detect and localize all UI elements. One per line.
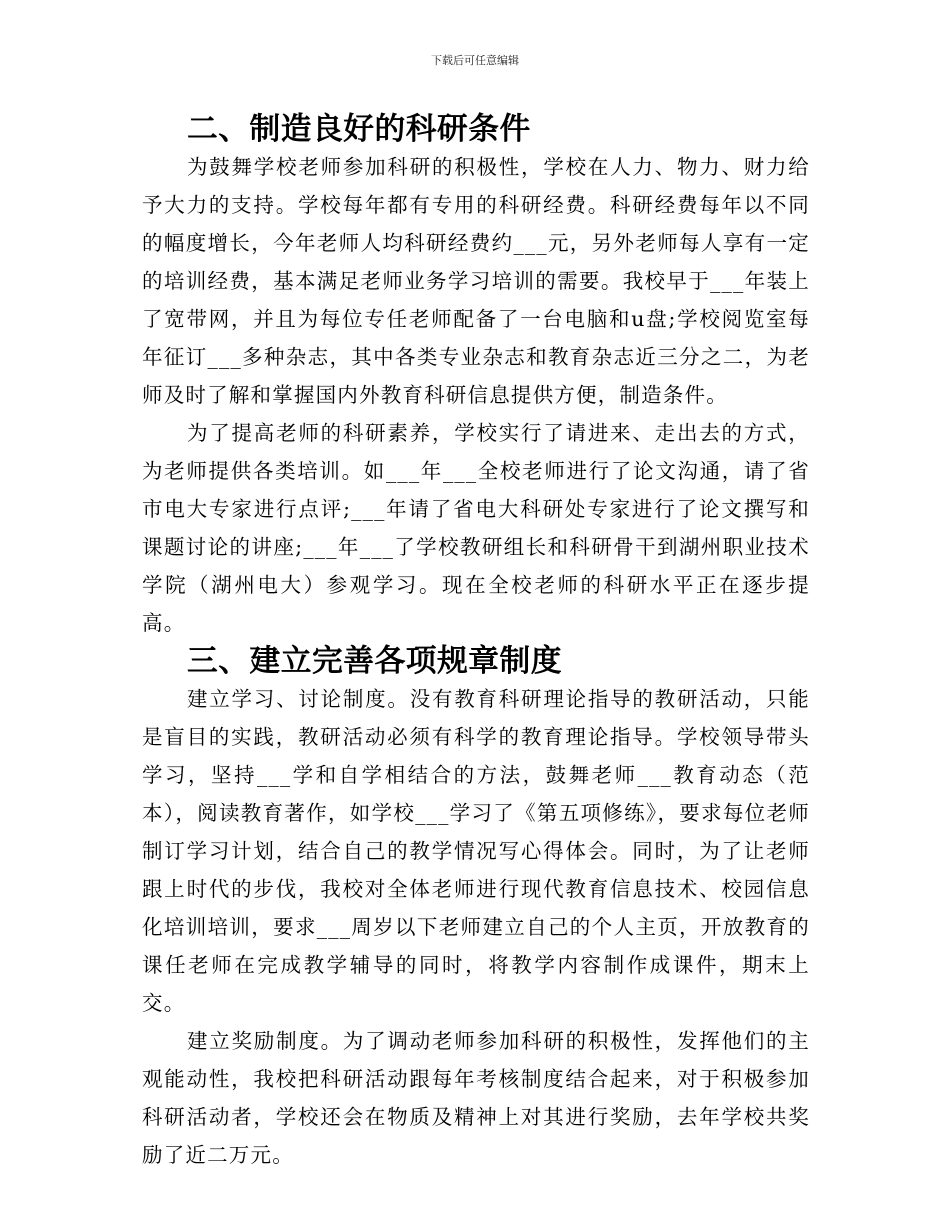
section-heading: 二、制造良好的科研条件: [187, 111, 531, 147]
document-body: [142, 110, 810, 1174]
paragraph: 建立学习、讨论制度。没有教育科研理论指导的教研活动，只能是盲目的实践，教研活动必须有科学的教育理论指导。学校领导带头学习，坚持___学和自学相结合的方法，鼓舞老师___教育动态（范本），阅读教育著作，如学校___学习了《第五项修练》，要求每位老师制订学习计划，结合自己的教学情况写心得体会。同时，为了让老师跟上时代的步伐，我校对全体老师进行现代教育信息技术、校园信息化培训培训，要求___周岁以下老师建立自己的个人主页，开放教育的课任老师在完成教学辅导的同时，将教学内容制作成课件，期末上交。: [142, 687, 810, 1015]
paragraph: 为了提高老师的科研素养，学校实行了请进来、走出去的方式，为老师提供各类培训。如___年___全校老师进行了论文沟通，请了省市电大专家进行点评;___年请了省电大科研处专家进行了论文撰写和课题讨论的讲座;___年___了学校教研组长和科研骨干到湖州职业技术学院（湖州电大）参观学习。现在全校老师的科研水平正在逐步提高。: [142, 421, 810, 635]
paragraph: 建立奖励制度。为了调动老师参加科研的积极性，发挥他们的主观能动性，我校把科研活动跟每年考核制度结合起来，对于积极参加科研活动者，学校还会在物质及精神上对其进行奖励，去年学校共奖励了近二万元。: [142, 1029, 810, 1167]
section-heading: 三、建立完善各项规章制度: [187, 643, 563, 679]
page-header: 下载后可任意编辑: [431, 54, 519, 67]
paragraph: 为鼓舞学校老师参加科研的积极性，学校在人力、物力、财力给予大力的支持。学校每年都有专用的科研经费。科研经费每年以不同的幅度增长，今年老师人均科研经费约___元，另外老师每人享有一定的培训经费，基本满足老师业务学习培训的需要。我校早于___年装上了宽带网，并且为每位专任老师配备了一台电脑和u盘;学校阅览室每年征订___多种杂志，其中各类专业杂志和教育杂志近三分之二，为老师及时了解和掌握国内外教育科研信息提供方便，制造条件。: [142, 155, 810, 407]
